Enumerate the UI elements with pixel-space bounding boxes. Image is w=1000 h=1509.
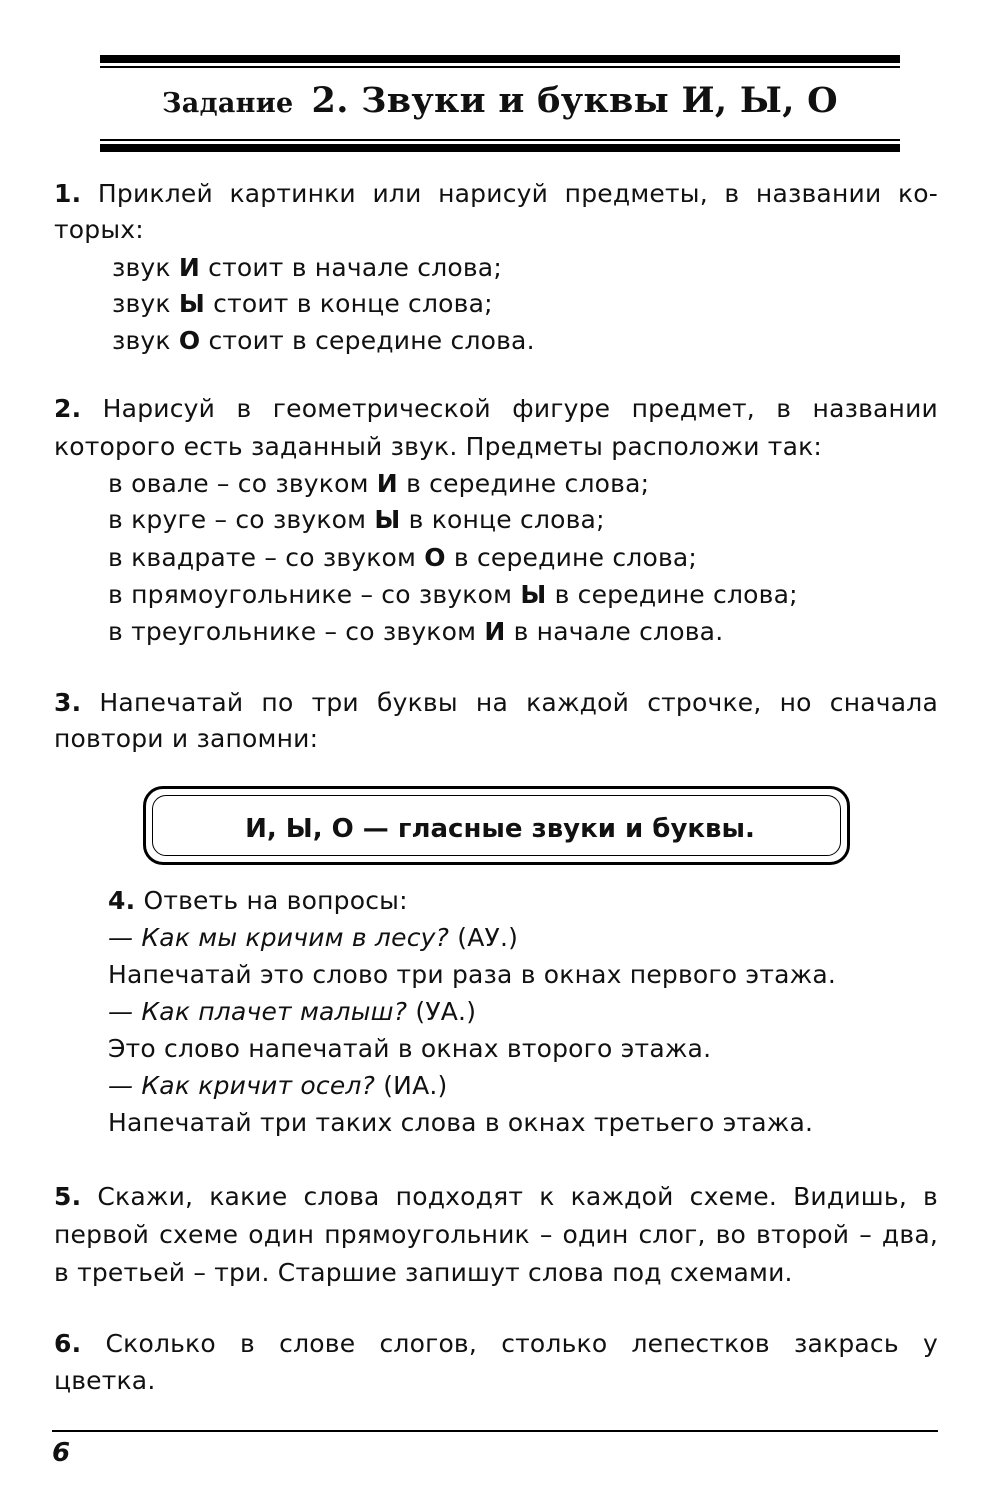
task2-line1: 2. Нарисуй в геометрической фигуре предмет, в названии <box>54 394 938 423</box>
task2-item: в овале – со звуком И в середине слова; <box>108 469 650 498</box>
task1-line2: торых: <box>54 215 144 244</box>
task4-question: — Как плачет малыш? (УА.) <box>108 997 477 1026</box>
task4-instruction: Это слово напечатай в окнах второго этажа. <box>108 1034 712 1063</box>
task1-item: звук Ы стоит в конце слова; <box>112 289 493 318</box>
task2-line2: которого есть заданный звук. Предметы расположи так: <box>54 432 823 461</box>
task5-line1: 5. Скажи, какие слова подходят к каждой схеме. Видишь, в <box>54 1182 938 1211</box>
header-rule-bottom <box>100 144 900 152</box>
title-prefix: Задание <box>162 88 294 119</box>
task4-instruction: Напечатай три таких слова в окнах третьего этажа. <box>108 1108 814 1137</box>
header-rule-bottom-thin <box>100 139 900 141</box>
header-rule-top-thin <box>100 66 900 68</box>
page-number: 6 <box>52 1438 71 1468</box>
task4-intro: 4. Ответь на вопросы: <box>108 886 408 915</box>
task1-line1: 1. Приклей картинки или нарисуй предметы, в названии ко- <box>54 179 938 208</box>
task3-line1: 3. Напечатай по три буквы на каждой строчке, но сначала <box>54 688 938 717</box>
task4-question: — Как мы кричим в лесу? (АУ.) <box>108 923 519 952</box>
task2-item: в квадрате – со звуком О в середине слова; <box>108 543 698 572</box>
task2-item: в прямоугольнике – со звуком Ы в середине слова; <box>108 580 798 609</box>
task2-item: в круге – со звуком Ы в конце слова; <box>108 505 605 534</box>
task4-question: — Как кричит осел? (ИА.) <box>108 1071 448 1100</box>
task3-line2: повтори и запомни: <box>54 724 319 753</box>
task1-item: звук И стоит в начале слова; <box>112 253 502 282</box>
task3-number: 3. <box>54 688 82 717</box>
task4-number: 4. <box>108 886 136 915</box>
page-title <box>100 80 900 121</box>
task5-line2: первой схеме один прямоугольник – один слог, во второй – два, <box>54 1220 938 1249</box>
task1-number: 1. <box>54 179 82 208</box>
task2-number: 2. <box>54 394 82 423</box>
task4-instruction: Напечатай это слово три раза в окнах первого этажа. <box>108 960 836 989</box>
header-rule-top <box>100 55 900 63</box>
task2-item: в треугольнике – со звуком И в начале слова. <box>108 617 724 646</box>
task6-line2: цветка. <box>54 1366 156 1395</box>
footer-rule <box>52 1430 938 1432</box>
title-main: 2. Звуки и буквы И, Ы, О <box>311 80 838 121</box>
task6-number: 6. <box>54 1329 82 1358</box>
task1-item: звук О стоит в середине слова. <box>112 326 535 355</box>
task5-number: 5. <box>54 1182 82 1211</box>
task6-line1: 6. Сколько в слове слогов, столько лепестков закрась у <box>54 1329 938 1358</box>
rule-text: И, Ы, О — гласные звуки и буквы. <box>245 814 755 844</box>
task5-line3: в третьей – три. Старшие запишут слова под схемами. <box>54 1258 793 1287</box>
